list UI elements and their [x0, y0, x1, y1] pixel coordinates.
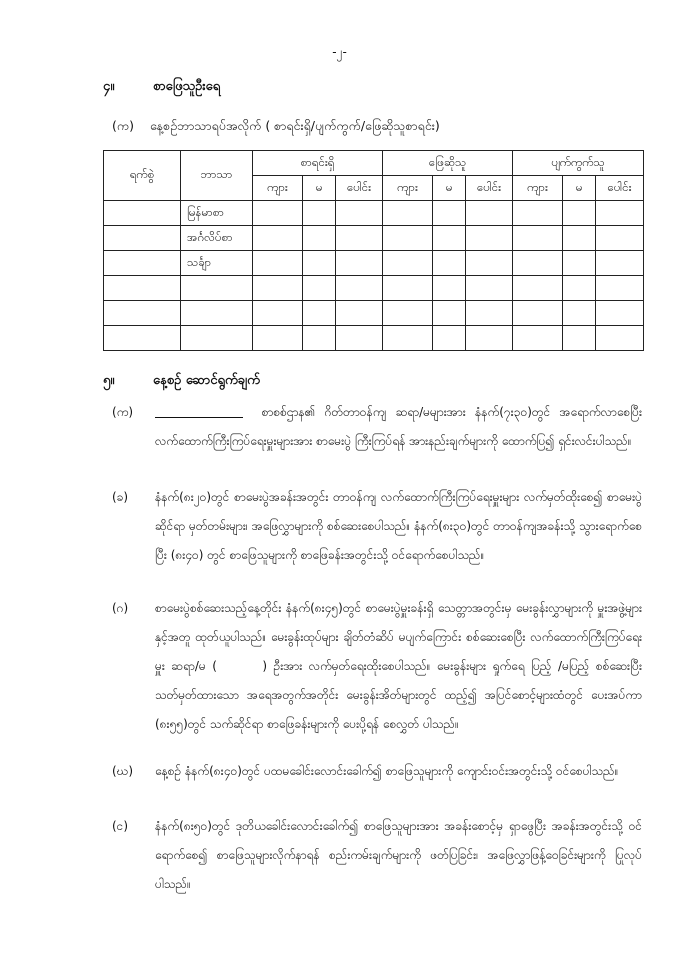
subheader-male: ကျား	[513, 176, 563, 201]
item-body-part-b: ) ဦးအား လက်မှတ်ရေးထိုးစေပါသည်။ မေးခွန်းများ ရှုက်ရေ ပြည့် /မပြည့် စစ်ဆေးပြီး သတ်မှတ်ထားသော အရေအတွက်အတိုင်း မေးခွန်းအိတ်များတွင် ထည့်၍ အပြင်စောင့်များထံတွင် ပေးအပ်ကာ (၈း၅၅)တွင် သက်ဆိုင်ရာ စာဖြေခန်းများကို ပေးပို့ရန် စေလွှတ် ပါသည်။	[155, 659, 642, 731]
item-label: (ဂ)	[112, 601, 129, 615]
subject-cell: သင်္ချာ	[181, 251, 253, 276]
list-item-kha	[112, 483, 642, 570]
header-registered: စာရင်းရှိ	[253, 151, 383, 176]
table-cell	[104, 226, 181, 251]
item-label: (ဃ)	[112, 764, 134, 778]
subject-cell	[181, 276, 253, 301]
list-item-ka	[112, 398, 642, 456]
subheader-male: ကျား	[383, 176, 433, 201]
table-row	[104, 276, 644, 301]
list-item-nga	[112, 812, 642, 899]
table-row	[104, 201, 644, 226]
table-row	[104, 301, 644, 326]
subject-cell	[181, 301, 253, 326]
subheader-female: မ	[563, 176, 596, 201]
table-cell	[104, 326, 181, 351]
table-cell	[104, 251, 181, 276]
item-label: (င)	[112, 819, 129, 833]
item-body: နံနက်(၈း၂၀)တွင် စာမေးပွဲအခန်းအတွင်း တာဝန်ကျ လက်ထောက်ကြီးကြပ်ရေးမှူးများ လက်မှတ်ထိုးစေ၍ စာမေးပွဲဆိုင်ရာ မှတ်တမ်းများ၊ အဖြေလွှာများကို စစ်ဆေးစေပါသည်။ နံနက်(၈း၃၀)တွင် တာဝန်ကျအခန်းသို့ သွားရောက်စေပြီး (၈း၄၀) တွင် စာဖြေသူများကို စာဖြေခန်းအတွင်းသို့ ဝင်ရောက်စေပါသည်။	[155, 490, 642, 562]
blank-line	[155, 402, 243, 418]
section-4-title: စာဖြေသူဦးရေ	[153, 79, 221, 94]
header-subject: ဘာသာ	[181, 151, 253, 201]
section-4-number: ၄။	[103, 79, 115, 94]
exam-attendance-table	[103, 150, 644, 351]
subject-cell	[181, 326, 253, 351]
subsection-text: နေ့စဉ်ဘာသာရပ်အလိုက် ( စာရင်းရှိ/ပျက်ကွက်/ဖြေဆိုသူစာရင်း)	[150, 118, 440, 133]
section-5-number: ၅။	[103, 373, 115, 388]
item-body: နံနက်(၈း၅၀)တွင် ဒုတိယခေါင်းလောင်းခေါက်၍ စာဖြေသူများအား အခန်းစောင့်မှ ရှာဖွေပြီး အခန်းအတွင်းသို့ ဝင်ရောက်စေ၍ စာဖြေသူများလိုက်နာရန် စည်းကမ်းချက်များကို ဖတ်ပြခြင်း၊ အဖြေလွှာဖြန့်ဝေခြင်းများကို ပြုလုပ်ပါသည်။	[155, 819, 642, 891]
item-label: (ခ)	[112, 490, 129, 504]
subsection-label: (က)	[112, 118, 134, 133]
table-row	[104, 326, 644, 351]
item-body: စာစစ်ဌာန၏ ဂိတ်တာဝန်ကျ ဆရာ/မများအား နံနက်(၇း၃၀)တွင် အရောက်လာစေပြီး လက်ထောက်ကြီးကြပ်ရေးမှူးများအား စာမေးပွဲ ကြီးကြပ်ရန် အားနည်းချက်များကို ထောက်ပြ၍ ရှင်းလင်းပါသည်။	[155, 405, 642, 448]
table-row	[104, 226, 644, 251]
table-cell	[104, 301, 181, 326]
item-label: (က)	[112, 405, 134, 419]
header-sat: ဖြေဆိုသူ	[383, 151, 513, 176]
section-4-heading	[103, 78, 220, 97]
header-absent: ပျက်ကွက်သူ	[513, 151, 644, 176]
section-5-heading	[103, 372, 260, 391]
page-number: -၂-	[332, 45, 347, 59]
header-day: ရက်စွဲ	[104, 151, 181, 201]
section-5-title: နေ့စဉ် ဆောင်ရွက်ချက်	[153, 373, 260, 388]
subject-cell: မြန်မာစာ	[181, 201, 253, 226]
table-cell	[104, 276, 181, 301]
table-header-row	[104, 151, 644, 176]
table-row	[104, 251, 644, 276]
list-item-gha	[112, 757, 642, 786]
item-text	[155, 594, 642, 739]
item-body-part-a: စာမေးပွဲစစ်ဆေးသည့်နေ့တိုင်း နံနက်(၈း၄၅)တွင် စာမေးပွဲမှူးခန်းရှိ သေတ္တာအတွင်းမှ မေးခွန်းလွှာများကို မှူးအဖွဲ့များနှင့်အတူ ထုတ်ယူပါသည်။ မေးခွန်းထုပ်များ ချိတ်တံဆိပ် မပျက်ကြောင်း စစ်ဆေးစေပြီး လက်ထောက်ကြီးကြပ်ရေးမှူး ဆရာ/မ (	[155, 601, 642, 673]
item-text	[155, 398, 642, 456]
table-cell	[104, 201, 181, 226]
subheader-total: ပေါင်း	[596, 176, 644, 201]
subject-cell: အင်္ဂလိပ်စာ	[181, 226, 253, 251]
subheader-total: ပေါင်း	[466, 176, 513, 201]
list-item-ga	[112, 594, 642, 739]
subheader-total: ပေါင်း	[336, 176, 383, 201]
subheader-female: မ	[433, 176, 466, 201]
subheader-female: မ	[303, 176, 336, 201]
subheader-male: ကျား	[253, 176, 303, 201]
subsection-line	[112, 118, 440, 137]
item-body: နေ့စဉ် နံနက်(၈း၄၀)တွင် ပထမခေါင်းလောင်းခေါက်၍ စာဖြေသူများကို ကျောင်းဝင်းအတွင်းသို့ ဝင်စေပါသည်။	[155, 764, 619, 778]
